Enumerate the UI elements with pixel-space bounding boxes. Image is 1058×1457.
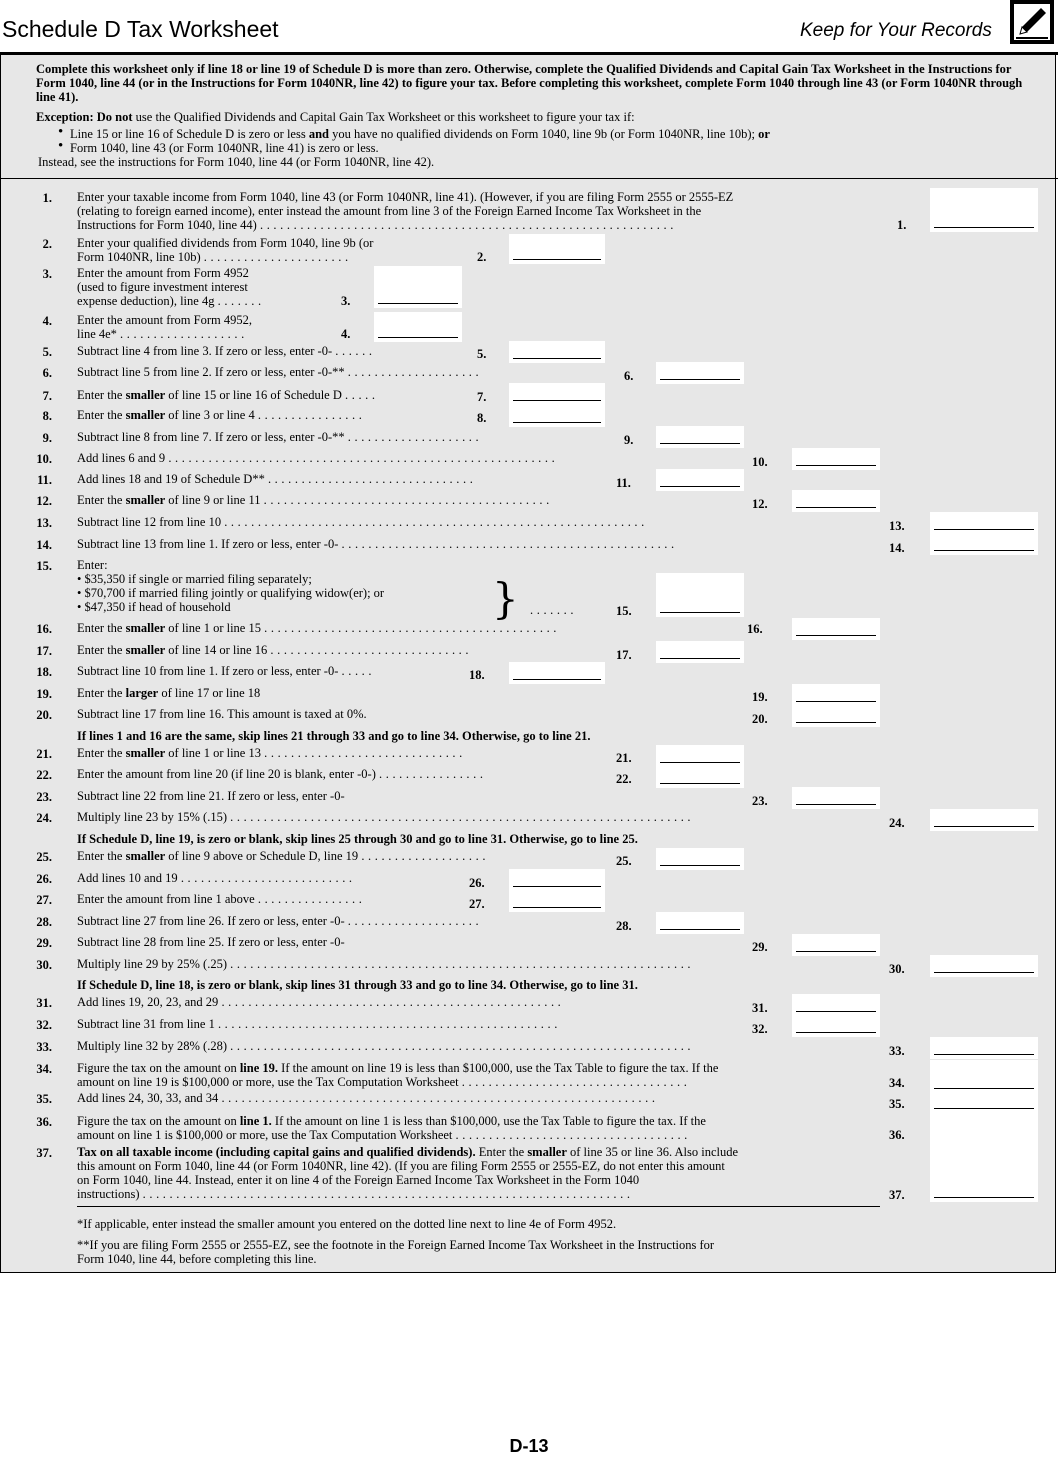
line-25-c: of line 9 above or Schedule D, line 19 [165, 849, 359, 863]
line-15-opt-2: • $70,700 if married filing jointly or qualifying widow(er); or [77, 586, 385, 600]
line-8-text: Enter the smaller of line 3 or line 4 ................ [77, 408, 366, 422]
line-19-b: larger [125, 686, 159, 700]
line-1-amount-field[interactable] [930, 188, 1038, 232]
line-25-b: smaller [125, 849, 166, 863]
line-number-22: 22. [36, 768, 52, 782]
line-35-amount-field[interactable] [930, 1091, 1038, 1113]
line-label-17: 17. [616, 648, 632, 662]
line-33-text-span: Multiply line 32 by 28% (.28) [77, 1039, 227, 1053]
line-10-text: Add lines 6 and 9 .......................................................... [77, 451, 559, 465]
line-17-amount-field[interactable] [656, 641, 744, 663]
line-16-text: Enter the smaller of line 1 or line 15 ............................................ [77, 621, 561, 635]
line-26-text-span: Add lines 10 and 19 [77, 871, 178, 885]
line-24-text-span: Multiply line 23 by 15% (.15) [77, 810, 227, 824]
line-20-amount-field[interactable] [792, 705, 880, 727]
line-8-b: smaller [125, 408, 166, 422]
line-2-text-b-span: Form 1040NR, line 10b) [77, 250, 201, 264]
line-2-text-a: Enter your qualified dividends from Form 1040, line 9b (or [77, 236, 374, 250]
line-7-a: Enter the [77, 388, 126, 402]
line-32-text: Subtract line 31 from line 1 ................................................... [77, 1017, 561, 1031]
line-16-amount-field[interactable] [792, 618, 880, 640]
line-29-text: Subtract line 28 from line 25. If zero or less, enter -0- [77, 935, 345, 949]
line-34-c: If the amount on line 19 is less than $100,000, use the Tax Table to figure the tax. If the [278, 1061, 719, 1075]
line-25-a: Enter the [77, 849, 126, 863]
footnote-2 [77, 1238, 714, 1266]
line-number-10: 10. [36, 452, 52, 466]
line-37-e: this amount on Form 1040, line 44 (or Form 1040NR, line 42). (If you are filing Form 2555 or 2555-EZ, do not enter this amount [77, 1159, 725, 1173]
line-number-35: 35. [36, 1092, 52, 1106]
line-4-amount-field[interactable] [374, 312, 462, 342]
line-label-12: 12. [752, 497, 768, 511]
line-label-8: 8. [477, 411, 487, 425]
line-number-15: 15. [36, 559, 52, 573]
bullet1-c: you have no qualified dividends on Form 1040, line 9b (or Form 1040NR, line 10b); [329, 127, 759, 141]
bullet1-a: Line 15 or line 16 of Schedule D is zero or less [70, 127, 309, 141]
line-34-text-b: amount on line 19 is $100,000 or more, use the Tax Computation Worksheet .................................. [77, 1075, 691, 1089]
bullet1-b: and [308, 127, 329, 141]
line-36-text [77, 1114, 706, 1142]
line-label-23: 23. [752, 794, 768, 808]
line-label-1: 1. [897, 218, 907, 232]
line-15-enter: Enter: [77, 558, 108, 572]
instruction-note-31: If Schedule D, line 18, is zero or blank, skip lines 31 through 33 and go to line 34. Otherwise, go to line 31. [77, 978, 638, 992]
line-5-text: Subtract line 4 from line 3. If zero or less, enter -0- ...... [77, 344, 376, 358]
intro-section [36, 62, 1036, 172]
line-number-13: 13. [36, 516, 52, 530]
line-number-2: 2. [42, 237, 52, 251]
line-label-24: 24. [889, 816, 905, 830]
line-37-text [77, 1145, 738, 1201]
footnote-1: *If applicable, enter instead the smaller amount you entered on the dotted line next to line 4e of Form 4952. [77, 1217, 617, 1231]
line-number-30: 30. [36, 958, 52, 972]
line-16-a: Enter the [77, 621, 126, 635]
line-number-25: 25. [36, 850, 52, 864]
line-number-27: 27. [36, 893, 52, 907]
line-32-amount-field[interactable] [792, 1015, 880, 1037]
line-number-4: 4. [42, 314, 52, 328]
line-label-36: 36. [889, 1128, 905, 1142]
line-7-amount-field[interactable] [509, 383, 605, 405]
line-37-f: on Form 1040, line 44. Instead, enter it on line 4 of the Foreign Earned Income Tax Worksheet in the Form 1040 [77, 1173, 640, 1187]
line-number-37: 37. [36, 1146, 52, 1160]
line-label-35: 35. [889, 1097, 905, 1111]
line-label-26: 26. [469, 876, 485, 890]
line-31-text: Add lines 19, 20, 23, and 29 ................................................... [77, 995, 565, 1009]
line-6-amount-field[interactable] [656, 362, 744, 384]
line-12-amount-field[interactable] [792, 490, 880, 512]
line-18-amount-field[interactable] [509, 662, 605, 684]
line-37-text-a [77, 1145, 738, 1159]
line-14-amount-field[interactable] [930, 533, 1038, 555]
line-9-amount-field[interactable] [656, 426, 744, 448]
line-15-text [77, 558, 384, 614]
exception-label: Exception: Do not [36, 110, 133, 124]
line-36-a: Figure the tax on the amount on [77, 1114, 240, 1128]
line-13-text-span: Subtract line 12 from line 10 [77, 515, 222, 529]
line-37-c: smaller [527, 1145, 567, 1159]
line-label-20: 20. [752, 712, 768, 726]
line-24-amount-field[interactable] [930, 809, 1038, 831]
line-label-22: 22. [616, 772, 632, 786]
line-34-amount-field[interactable] [930, 1060, 1038, 1093]
line-label-9: 9. [624, 433, 634, 447]
line-24-text: Multiply line 23 by 15% (.15) ..................................................................... [77, 810, 695, 824]
line-32-text-span: Subtract line 31 from line 1 [77, 1017, 215, 1031]
line-7-c: of line 15 or line 16 of Schedule D [165, 388, 342, 402]
line-6-text: Subtract line 5 from line 2. If zero or less, enter -0-** .................... [77, 365, 483, 379]
line-36-d: amount on line 1 is $100,000 or more, use the Tax Computation Worksheet [77, 1128, 453, 1142]
line-3-text-b: (used to figure investment interest [77, 280, 248, 294]
line-1-text-c: Instructions for Form 1040, line 44) .............................................................. [77, 218, 677, 232]
line-11-amount-field[interactable] [656, 469, 744, 491]
line-18-text-span: Subtract line 10 from line 1. If zero or less, enter -0- [77, 664, 339, 678]
line-36-text-a [77, 1114, 706, 1128]
line-1-text-c-span: Instructions for Form 1040, line 44) [77, 218, 257, 232]
line-26-text: Add lines 10 and 19 .......................... [77, 871, 356, 885]
line-34-a: Figure the tax on the amount on [77, 1061, 240, 1075]
line-12-c: of line 9 or line 11 [165, 493, 261, 507]
exception-text: use the Qualified Dividends and Capital Gain Tax Worksheet or this worksheet to figure your tax if: [132, 110, 635, 124]
line-23-text: Subtract line 22 from line 21. If zero or less, enter -0- [77, 789, 345, 803]
line-11-text-span: Add lines 18 and 19 of Schedule D** [77, 472, 265, 486]
line-20-text: Subtract line 17 from line 16. This amount is taxed at 0%. [77, 707, 367, 721]
line-number-20: 20. [36, 708, 52, 722]
line-14-text-span: Subtract line 13 from line 1. If zero or less, enter -0- [77, 537, 339, 551]
line-label-34: 34. [889, 1076, 905, 1090]
line-30-amount-field[interactable] [930, 955, 1038, 977]
line-label-18: 18. [469, 668, 485, 682]
line-35-text: Add lines 24, 30, 33, and 34 ................................................................. [77, 1091, 659, 1105]
line-number-8: 8. [42, 409, 52, 423]
instruction-note-21: If lines 1 and 16 are the same, skip lines 21 through 33 and go to line 34. Otherwise, go to line 21. [77, 729, 591, 743]
line-label-2: 2. [477, 250, 487, 264]
line-label-16: 16. [747, 622, 763, 636]
exception-line [36, 110, 1036, 124]
footnote-rule [77, 1206, 880, 1207]
line-3-text-a: Enter the amount from Form 4952 [77, 266, 249, 280]
intro-separator [0, 178, 1058, 179]
line-34-text-a [77, 1061, 718, 1075]
line-label-14: 14. [889, 541, 905, 555]
line-13-amount-field[interactable] [930, 512, 1038, 534]
instead-line: Instead, see the instructions for Form 1040, line 44 (or Form 1040NR, line 42). [38, 155, 435, 169]
line-14-text: Subtract line 13 from line 1. If zero or less, enter -0- .................................................. [77, 537, 678, 551]
line-8-a: Enter the [77, 408, 126, 422]
line-number-6: 6. [42, 366, 52, 380]
line-27-text-span: Enter the amount from line 1 above [77, 892, 255, 906]
line-label-29: 29. [752, 940, 768, 954]
line-number-28: 28. [36, 915, 52, 929]
line-4-text [77, 313, 252, 341]
line-label-27: 27. [469, 897, 485, 911]
line-15-opt-1: • $35,350 if single or married filing separately; [77, 572, 312, 586]
line-number-29: 29. [36, 936, 52, 950]
pencil-icon [1010, 0, 1054, 44]
line-15-brace: } [492, 574, 519, 623]
line-22-amount-field[interactable] [656, 766, 744, 788]
line-2-text [77, 236, 373, 264]
line-31-text-span: Add lines 19, 20, 23, and 29 [77, 995, 219, 1009]
line-21-amount-field[interactable] [656, 745, 744, 767]
line-label-33: 33. [889, 1044, 905, 1058]
line-30-text-span: Multiply line 29 by 25% (.25) [77, 957, 227, 971]
line-number-24: 24. [36, 811, 52, 825]
keep-for-records: Keep for Your Records [800, 20, 992, 41]
line-label-7: 7. [477, 390, 487, 404]
line-27-amount-field[interactable] [509, 890, 605, 912]
line-16-c: of line 1 or line 15 [165, 621, 261, 635]
line-11-text: Add lines 18 and 19 of Schedule D** ............................... [77, 472, 477, 486]
line-number-33: 33. [36, 1040, 52, 1054]
line-label-4: 4. [341, 327, 351, 341]
line-15-dots: ....... [530, 603, 578, 617]
line-label-25: 25. [616, 854, 632, 868]
line-26-amount-field[interactable] [509, 869, 605, 891]
line-number-19: 19. [36, 687, 52, 701]
line-label-3: 3. [341, 294, 351, 308]
footnote-2-b: Form 1040, line 44, before completing this line. [77, 1252, 317, 1266]
line-10-text-span: Add lines 6 and 9 [77, 451, 166, 465]
line-2-amount-field[interactable] [509, 234, 605, 264]
line-number-12: 12. [36, 494, 52, 508]
line-34-b: line 19. [239, 1061, 279, 1075]
line-9-text-span: Subtract line 8 from line 7. If zero or less, enter -0-** [77, 430, 345, 444]
bullet1-d: or [758, 127, 770, 141]
line-19-amount-field[interactable] [792, 684, 880, 706]
line-34-d: amount on line 19 is $100,000 or more, use the Tax Computation Worksheet [77, 1075, 459, 1089]
line-12-text: Enter the smaller of line 9 or line 11 ........................................... [77, 493, 553, 507]
line-25-text: Enter the smaller of line 9 above or Schedule D, line 19 ................... [77, 849, 490, 863]
line-number-9: 9. [42, 431, 52, 445]
line-4-text-b: line 4e* ................... [77, 327, 248, 341]
line-number-36: 36. [36, 1115, 52, 1129]
line-number-3: 3. [42, 267, 52, 281]
line-label-30: 30. [889, 962, 905, 976]
line-33-text: Multiply line 32 by 28% (.28) ..................................................................... [77, 1039, 695, 1053]
line-5-amount-field[interactable] [509, 341, 605, 363]
line-36-c: If the amount on line 1 is less than $100,000, use the Tax Table to figure the tax. If the [271, 1114, 706, 1128]
line-label-19: 19. [752, 690, 768, 704]
line-number-17: 17. [36, 644, 52, 658]
line-label-28: 28. [616, 919, 632, 933]
line-37-text-g: instructions) ......................................................................... [77, 1187, 634, 1201]
intro-paragraph: Complete this worksheet only if line 18 or line 19 of Schedule D is more than zero. Otherwise, complete the Qualified Dividends and Capital Gain Tax Worksheet in the Instructions for Form 1040, line 44 (or in the Instructions for Form 1040NR, line 42) to figure your tax. Before completing this worksheet, complete Form 1040 through line 43 (or Form 1040NR through line 41). [36, 62, 1023, 104]
line-13-text: Subtract line 12 from line 10 ............................................................... [77, 515, 648, 529]
line-8-amount-field[interactable] [509, 405, 605, 427]
line-label-32: 32. [752, 1022, 768, 1036]
line-label-10: 10. [752, 455, 768, 469]
line-label-11: 11. [616, 476, 631, 490]
line-number-21: 21. [36, 747, 52, 761]
line-27-text: Enter the amount from line 1 above ................ [77, 892, 366, 906]
line-17-a: Enter the [77, 643, 126, 657]
line-12-b: smaller [125, 493, 166, 507]
line-28-amount-field[interactable] [656, 912, 744, 934]
line-7-b: smaller [125, 388, 166, 402]
line-28-text-span: Subtract line 27 from line 26. If zero or less, enter -0- [77, 914, 345, 928]
line-label-21: 21. [616, 751, 632, 765]
line-2-text-b: Form 1040NR, line 10b) ...................... [77, 250, 352, 264]
line-21-b: smaller [125, 746, 166, 760]
line-37-g: instructions) [77, 1187, 140, 1201]
line-35-text-span: Add lines 24, 30, 33, and 34 [77, 1091, 219, 1105]
line-4-text-a: Enter the amount from Form 4952, [77, 313, 252, 327]
line-25-amount-field[interactable] [656, 848, 744, 870]
line-1-text [77, 190, 733, 232]
line-3-text-c-span: expense deduction), line 4g [77, 294, 215, 308]
line-19-a: Enter the [77, 686, 126, 700]
line-19-text [77, 686, 260, 700]
line-number-5: 5. [42, 345, 52, 359]
line-number-1: 1. [42, 191, 52, 205]
line-number-11: 11. [37, 473, 52, 487]
line-label-37: 37. [889, 1188, 905, 1202]
line-18-text: Subtract line 10 from line 1. If zero or less, enter -0- ..... [77, 664, 376, 678]
page-number: D-13 [509, 1436, 549, 1456]
line-21-a: Enter the [77, 746, 126, 760]
line-6-text-span: Subtract line 5 from line 2. If zero or less, enter -0-** [77, 365, 345, 379]
line-29-amount-field[interactable] [792, 934, 880, 956]
line-28-text: Subtract line 27 from line 26. If zero or less, enter -0- .................... [77, 914, 483, 928]
line-3-text-c: expense deduction), line 4g ....... [77, 294, 265, 308]
line-17-text: Enter the smaller of line 14 or line 16 .............................. [77, 643, 473, 657]
line-label-15: 15. [616, 604, 632, 618]
line-36-text-b: amount on line 1 is $100,000 or more, use the Tax Computation Worksheet ................................... [77, 1128, 691, 1142]
line-label-31: 31. [752, 1001, 768, 1015]
line-15-opt-3: • $47,350 if head of household [77, 600, 231, 614]
line-10-amount-field[interactable] [792, 448, 880, 470]
line-7-text: Enter the smaller of line 15 or line 16 of Schedule D ..... [77, 388, 379, 402]
line-number-32: 32. [36, 1018, 52, 1032]
line-8-c: of line 3 or line 4 [165, 408, 255, 422]
line-number-34: 34. [36, 1062, 52, 1076]
line-label-13: 13. [889, 519, 905, 533]
line-37-a: Tax on all taxable income (including capital gains and qualified dividends). [77, 1145, 476, 1159]
line-17-b: smaller [125, 643, 166, 657]
line-label-6: 6. [624, 369, 634, 383]
line-5-text-span: Subtract line 4 from line 3. If zero or less, enter -0- [77, 344, 333, 358]
line-31-amount-field[interactable] [792, 994, 880, 1016]
line-1-text-b: (relating to foreign earned income), enter instead the amount from line 3 of the Foreign Earned Income Tax Worksheet in the [77, 204, 702, 218]
line-number-23: 23. [36, 790, 52, 804]
line-number-18: 18. [36, 665, 52, 679]
line-16-b: smaller [125, 621, 166, 635]
line-21-text: Enter the smaller of line 1 or line 13 .............................. [77, 746, 466, 760]
line-22-text: Enter the amount from line 20 (if line 20 is blank, enter -0-) ................ [77, 767, 487, 781]
line-3-amount-field[interactable] [374, 266, 462, 308]
line-21-c: of line 1 or line 13 [165, 746, 261, 760]
line-37-b: Enter the [475, 1145, 528, 1159]
line-number-31: 31. [36, 996, 52, 1010]
exception-bullet-1 [36, 127, 1036, 141]
line-12-a: Enter the [77, 493, 126, 507]
instruction-note-25: If Schedule D, line 19, is zero or blank, skip lines 25 through 30 and go to line 31. Otherwise, go to line 25. [77, 832, 638, 846]
line-9-text: Subtract line 8 from line 7. If zero or less, enter -0-** .................... [77, 430, 483, 444]
line-37-d: of line 35 or line 36. Also include [566, 1145, 739, 1159]
line-number-26: 26. [36, 872, 52, 886]
line-1-text-a: Enter your taxable income from Form 1040, line 43 (or Form 1040NR, line 41). (However, if you are filing Form 2555 or 2555-EZ [77, 190, 734, 204]
line-number-14: 14. [36, 538, 52, 552]
footnote-2-a: **If you are filing Form 2555 or 2555-EZ, see the footnote in the Foreign Earned Income Tax Worksheet in the Instructions for [77, 1238, 715, 1252]
line-30-text: Multiply line 29 by 25% (.25) ..................................................................... [77, 957, 695, 971]
line-36-b: line 1. [239, 1114, 272, 1128]
line-15-amount-field[interactable] [656, 573, 744, 617]
exception-bullet-2: • Form 1040, line 43 (or Form 1040NR, line 41) is zero or less. [36, 141, 1036, 155]
line-label-5: 5. [477, 347, 487, 361]
line-19-c: of line 17 or line 18 [158, 686, 261, 700]
line-33-amount-field[interactable] [930, 1037, 1038, 1059]
line-4-text-b-span: line 4e* [77, 327, 117, 341]
line-17-c: of line 14 or line 16 [165, 643, 268, 657]
page-title: Schedule D Tax Worksheet [2, 16, 279, 42]
line-37-amount-field[interactable] [930, 1140, 1038, 1202]
line-3-text [77, 266, 265, 308]
line-number-16: 16. [36, 622, 52, 636]
line-22-text-span: Enter the amount from line 20 (if line 20 is blank, enter -0-) [77, 767, 376, 781]
line-number-7: 7. [42, 389, 52, 403]
line-34-text [77, 1061, 718, 1089]
line-23-amount-field[interactable] [792, 787, 880, 809]
